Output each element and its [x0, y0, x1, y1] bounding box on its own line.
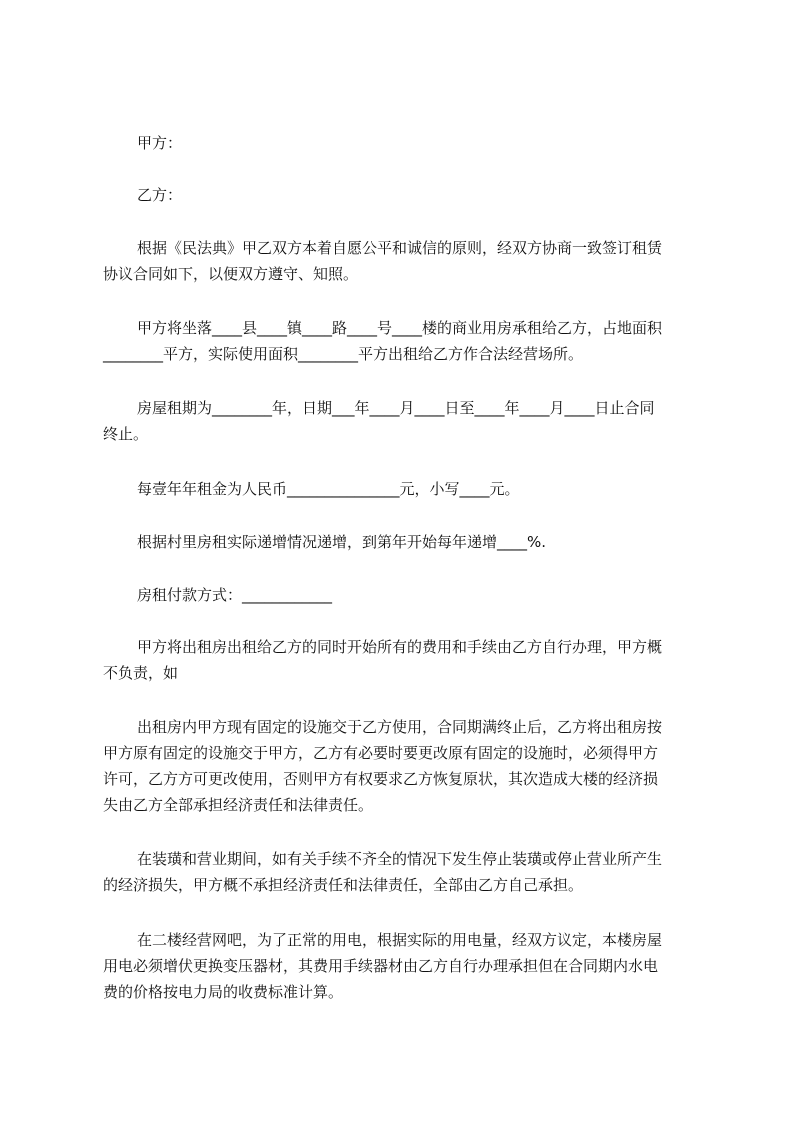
party-b-label: 乙方： [137, 186, 183, 204]
rent-paragraph [103, 476, 703, 502]
paragraph-line: 房屋租期为________年，日期___年____月____日至____年____月____日止合同 [137, 399, 655, 417]
term-paragraph [103, 395, 703, 447]
party-a-label: 甲方： [137, 134, 183, 152]
paragraph-line: 甲方原有固定的设施交于甲方，乙方有必要时要更改原有固定的设施时，必须得甲方 [103, 744, 659, 762]
paragraph-line: 房租付款方式：____________ [137, 586, 333, 604]
paragraph-line: 不负责，如 [103, 664, 179, 682]
facilities-paragraph [103, 714, 703, 818]
paragraph-line: 费的价格按电力局的收费标准计算。 [103, 983, 344, 1001]
paragraph-line: 出租房内甲方现有固定的设施交于乙方使用，合同期满终止后，乙方将出租房按 [137, 718, 663, 736]
paragraph-line: 的经济损失，甲方概不承担经济责任和法律责任，全部由乙方自己承担。 [103, 876, 584, 894]
paragraph-line: 终止。 [103, 425, 149, 443]
party-a-line [103, 130, 703, 156]
paragraph-line: ________平方，实际使用面积________平方出租给乙方作合法经营场所。 [103, 345, 584, 363]
paragraph-line: 许可，乙方方可更改使用，否则甲方有权要求乙方恢复原状，其次造成大楼的经济损 [103, 770, 659, 788]
intro-paragraph [103, 235, 703, 287]
paragraph-line: 根据《民法典》甲乙双方本着自愿公平和诚信的原则，经双方协商一致签订租赁 [137, 239, 663, 257]
electricity-paragraph [103, 927, 703, 1005]
payment-paragraph [103, 582, 703, 608]
paragraph-line: 在装璜和营业期间，如有关手续不齐全的情况下发生停止装璜或停止营业所产生 [137, 850, 663, 868]
paragraph-line: 用电必须增伏更换变压器材，其费用手续器材由乙方自行办理承担但在合同期内水电 [103, 957, 659, 975]
paragraph-line: 失由乙方全部承担经济责任和法律责任。 [103, 796, 374, 814]
premises-paragraph [103, 315, 703, 367]
paragraph-line: 根据村里房租实际递增情况递增，到第年开始每年递增____%. [137, 533, 547, 551]
renovation-paragraph [103, 846, 703, 898]
increase-paragraph [103, 529, 703, 555]
paragraph-line: 每壹年年租金为人民币_______________元，小写____元。 [137, 480, 520, 498]
fees-paragraph [103, 634, 703, 686]
paragraph-line: 协议合同如下，以便双方遵守、知照。 [103, 265, 359, 283]
party-b-line [103, 182, 703, 208]
paragraph-line: 甲方将坐落____县____镇____路____号____楼的商业用房承租给乙方，占地面积 [137, 319, 663, 337]
paragraph-line: 在二楼经营网吧，为了正常的用电，根据实际的用电量，经双方议定，本楼房屋 [137, 931, 663, 949]
paragraph-line: 甲方将出租房出租给乙方的同时开始所有的费用和手续由乙方自行办理，甲方概 [137, 638, 663, 656]
